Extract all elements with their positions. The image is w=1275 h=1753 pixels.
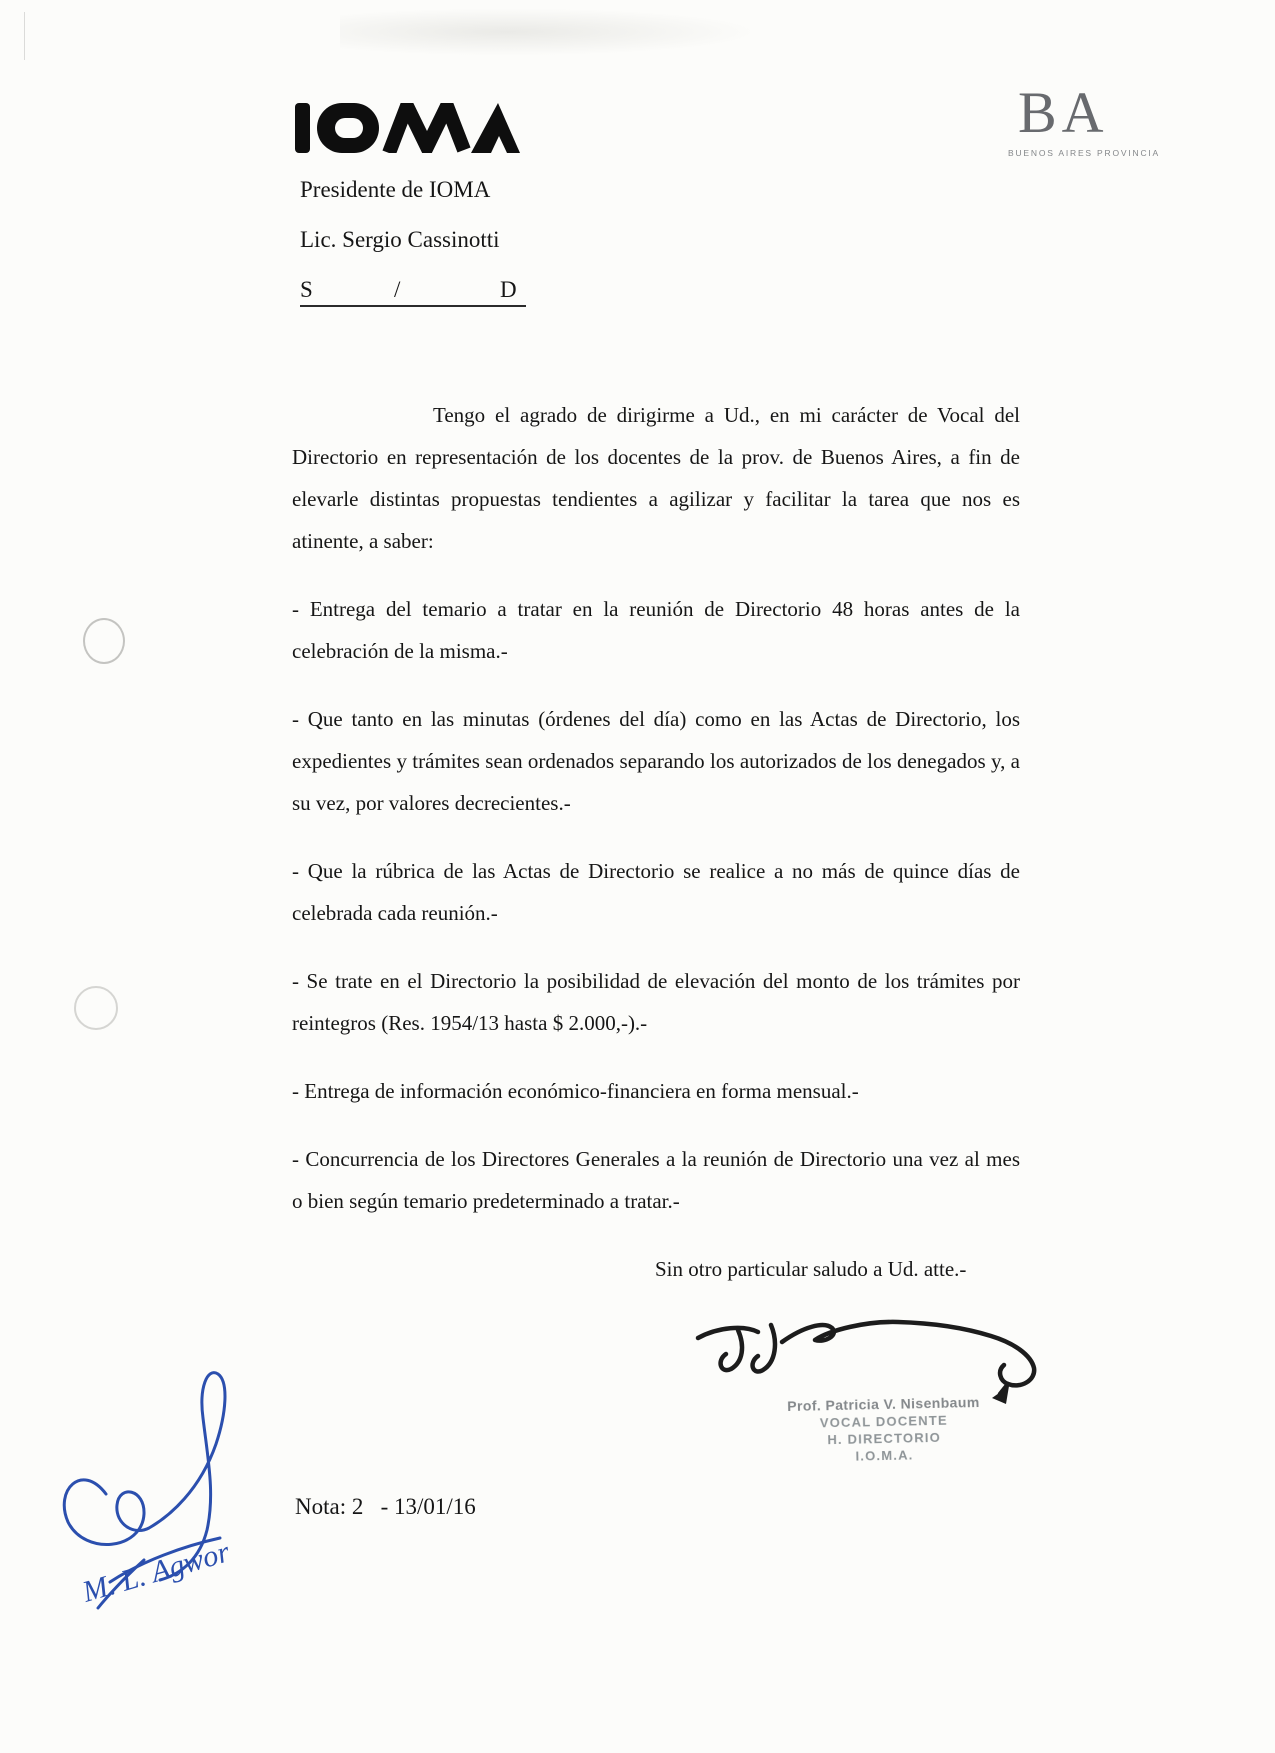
handwritten-initials-text: M. L. Agwor	[78, 1535, 234, 1609]
stamp-org: I.O.M.A.	[855, 1447, 914, 1464]
scan-edge-artifact	[24, 12, 25, 60]
salutation-s-d-line	[300, 277, 526, 307]
official-stamp	[767, 1394, 1000, 1467]
bullet-item-3: - Que la rúbrica de las Actas de Directorio se realice a no más de quince días de celebrada cada reunión.-	[292, 859, 1020, 925]
stamp-board: H. DIRECTORIO	[827, 1429, 942, 1448]
stamp-name: Prof. Patricia V. Nisenbaum	[787, 1393, 980, 1415]
salutation-slash: /	[394, 277, 401, 302]
ba-logo-subtitle: BUENOS AIRES PROVINCIA	[1008, 148, 1161, 158]
closing-line: Sin otro particular saludo a Ud. atte.-	[655, 1257, 967, 1281]
opening-paragraph: Tengo el agrado de dirigirme a Ud., en mi carácter de Vocal del Directorio en representación de los docentes de la prov. de Buenos Aires, a fin de elevarle distintas propuestas tendientes a agilizar y facilitar la tarea que nos es atinente, a saber:	[292, 403, 1020, 553]
ba-logo-text: BA	[1018, 80, 1109, 145]
bullet-item-5: - Entrega de información económico-financiera en forma mensual.-	[292, 1079, 859, 1103]
hole-punch-mark-top	[83, 618, 125, 664]
addressee-name: Lic. Sergio Cassinotti	[300, 227, 500, 252]
salutation-s: S	[300, 277, 313, 302]
bullet-item-2: - Que tanto en las minutas (órdenes del día) como en las Actas de Directorio, los expedientes y trámites sean ordenados separando los autorizados de los denegados y, a su vez, por valores decrecientes.-	[292, 707, 1020, 815]
stamp-role: VOCAL DOCENTE	[819, 1412, 948, 1431]
bullet-item-4: - Se trate en el Directorio la posibilidad de elevación del monto de los trámites por reintegros (Res. 1954/13 hasta $ 2.000,-).-	[292, 969, 1020, 1035]
addressee-title: Presidente de IOMA	[300, 177, 491, 202]
bullet-item-1: - Entrega del temario a tratar en la reunión de Directorio 48 horas antes de la celebración de la misma.-	[292, 597, 1020, 663]
ba-provincia-logo	[1008, 80, 1178, 158]
note-number-date: Nota: 2 - 13/01/16	[295, 1494, 476, 1519]
scan-smudge-artifact	[340, 8, 760, 56]
letter-body	[292, 394, 1020, 1290]
bullet-item-6: - Concurrencia de los Directores Generales a la reunión de Directorio una vez al mes o bien según temario predeterminado a tratar.-	[292, 1147, 1020, 1213]
hole-punch-mark-bottom	[74, 986, 118, 1030]
signature-blue-ink	[48, 1362, 338, 1622]
ioma-logo-icon	[295, 103, 520, 153]
salutation-d: D	[500, 277, 517, 302]
